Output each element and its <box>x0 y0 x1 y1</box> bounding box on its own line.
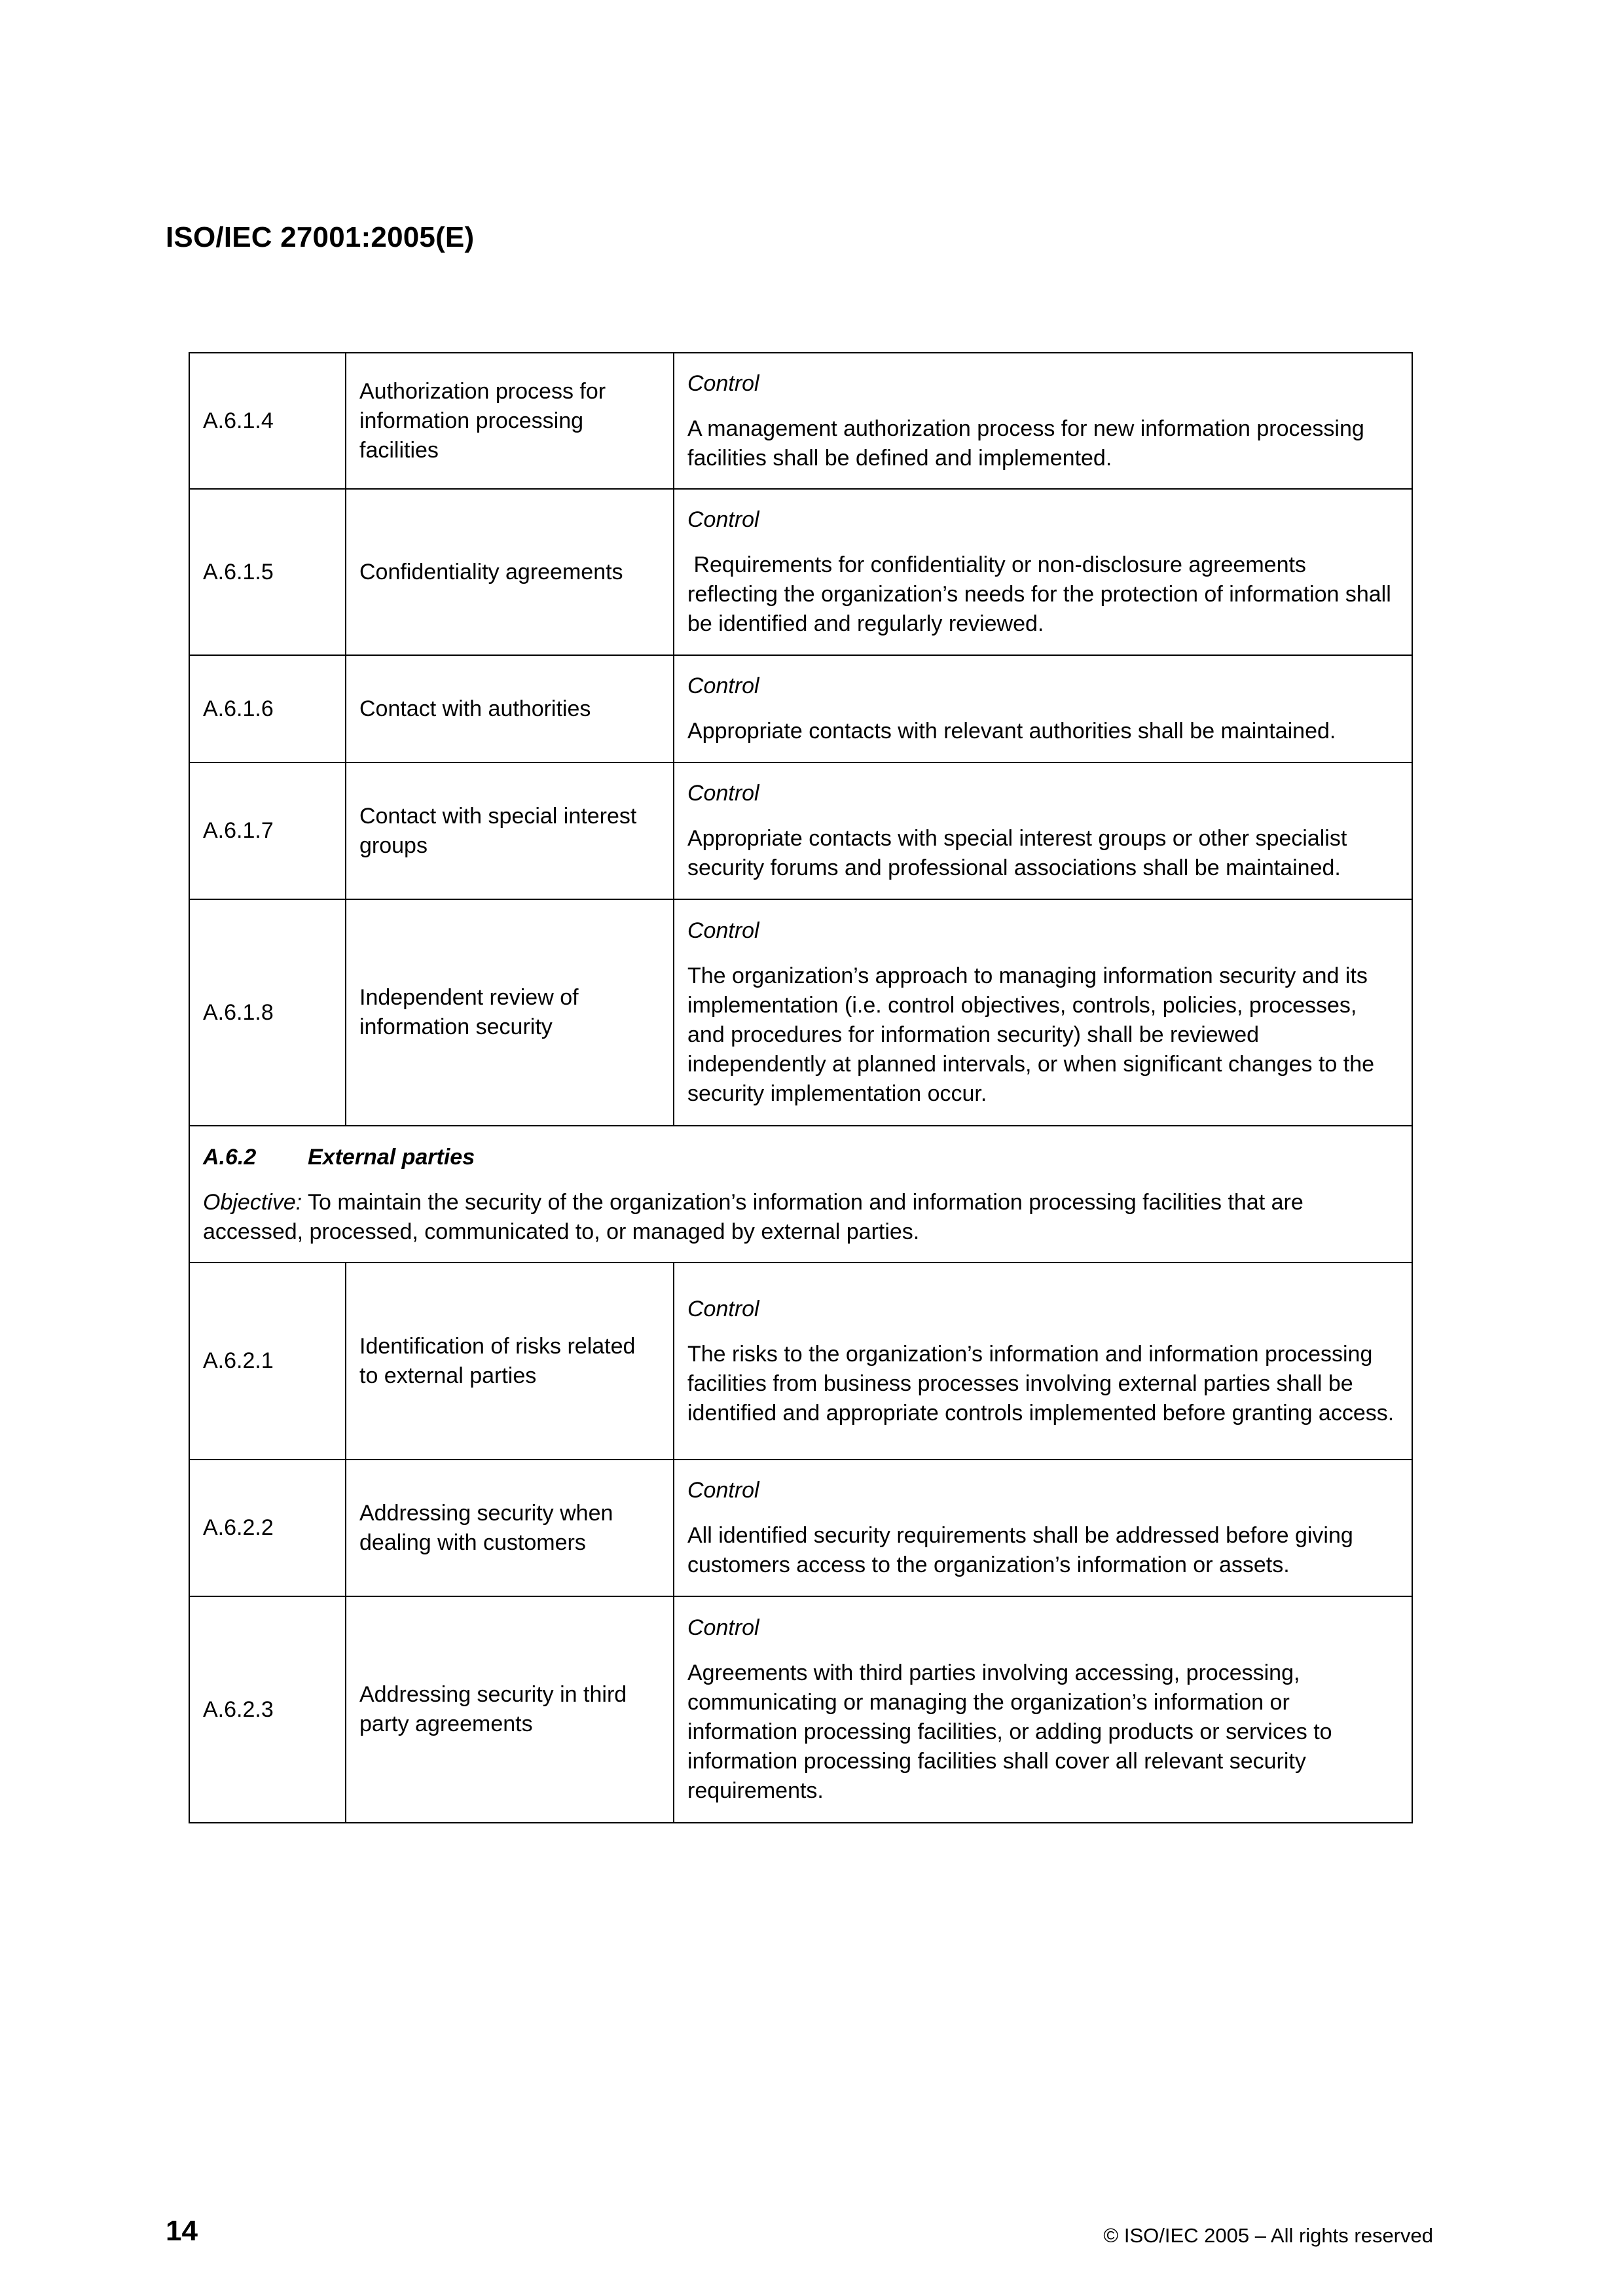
section-number: A.6.2 <box>203 1145 257 1170</box>
table-row <box>189 1460 1412 1596</box>
section-objective <box>203 1190 1304 1244</box>
controls-table <box>189 352 1413 1823</box>
control-text: The organization’s approach to managing information security and its implementation (i.e. control objectives, controls, policies, processes, and procedures for information security) shall be reviewed independently at planned intervals, or when significant changes to the security implementation occur. <box>687 963 1375 1106</box>
objective-text: To maintain the security of the organization’s information and information processing facilities that are accessed, processed, communicated to, or managed by external parties. <box>203 1190 1304 1244</box>
control-id: A.6.1.5 <box>189 489 346 655</box>
control-id: A.6.1.7 <box>189 762 346 899</box>
section-row <box>189 1126 1412 1263</box>
page-number: 14 <box>166 2215 198 2247</box>
copyright-notice: © ISO/IEC 2005 – All rights reserved <box>1103 2224 1433 2247</box>
control-text: The risks to the organization’s information and information processing facilities from business processes involving external parties shall be identified and appropriate controls implemented before granting access. <box>687 1341 1395 1426</box>
control-text: Requirements for confidentiality or non-disclosure agreements reflecting the organization’s needs for the protection of information shall be identified and regularly reviewed. <box>687 552 1398 636</box>
control-text: Appropriate contacts with special interest groups or other specialist security forums and professional associations shall be maintained. <box>687 826 1347 880</box>
control-text: Appropriate contacts with relevant authorities shall be maintained. <box>687 719 1336 744</box>
table-row <box>189 655 1412 762</box>
control-text: Agreements with third parties involving accessing, processing, communicating or managing the organization’s information or information processing facilities, or adding products or services to information processing facilities shall cover all relevant security requirements. <box>687 1660 1332 1803</box>
control-description <box>674 899 1412 1126</box>
control-description <box>674 489 1412 655</box>
table-row <box>189 1596 1412 1823</box>
control-name: Independent review of information security <box>346 899 674 1126</box>
document-title: ISO/IEC 27001:2005(E) <box>166 221 475 253</box>
control-name: Contact with special interest groups <box>346 762 674 899</box>
control-label: Control <box>687 781 759 806</box>
control-description <box>674 1596 1412 1823</box>
control-id: A.6.2.3 <box>189 1596 346 1823</box>
control-id: A.6.1.4 <box>189 353 346 489</box>
control-name: Addressing security when dealing with customers <box>346 1460 674 1596</box>
control-name: Identification of risks related to external parties <box>346 1263 674 1460</box>
control-name: Authorization process for information processing facilities <box>346 353 674 489</box>
control-id: A.6.1.6 <box>189 655 346 762</box>
control-description <box>674 1460 1412 1596</box>
control-id: A.6.1.8 <box>189 899 346 1126</box>
control-text: A management authorization process for new information processing facilities shall be defined and implemented. <box>687 416 1364 471</box>
control-label: Control <box>687 673 759 698</box>
section-header <box>189 1126 1412 1263</box>
control-label: Control <box>687 1478 759 1503</box>
control-label: Control <box>687 1296 759 1321</box>
control-label: Control <box>687 1615 759 1640</box>
control-name: Addressing security in third party agreements <box>346 1596 674 1823</box>
control-label: Control <box>687 507 759 532</box>
table-row <box>189 489 1412 655</box>
section-title <box>203 1143 1398 1172</box>
control-description <box>674 353 1412 489</box>
table-row <box>189 899 1412 1126</box>
table-row <box>189 1263 1412 1460</box>
objective-label: Objective: <box>203 1190 302 1215</box>
control-description <box>674 762 1412 899</box>
control-text: All identified security requirements shall be addressed before giving customers access to the organization’s information or assets. <box>687 1523 1353 1577</box>
section-name: External parties <box>308 1145 475 1170</box>
control-description <box>674 1263 1412 1460</box>
control-name: Contact with authorities <box>346 655 674 762</box>
control-description <box>674 655 1412 762</box>
control-id: A.6.2.2 <box>189 1460 346 1596</box>
table-row <box>189 353 1412 489</box>
table-row <box>189 762 1412 899</box>
control-id: A.6.2.1 <box>189 1263 346 1460</box>
control-name: Confidentiality agreements <box>346 489 674 655</box>
control-label: Control <box>687 918 759 943</box>
control-label: Control <box>687 370 759 396</box>
